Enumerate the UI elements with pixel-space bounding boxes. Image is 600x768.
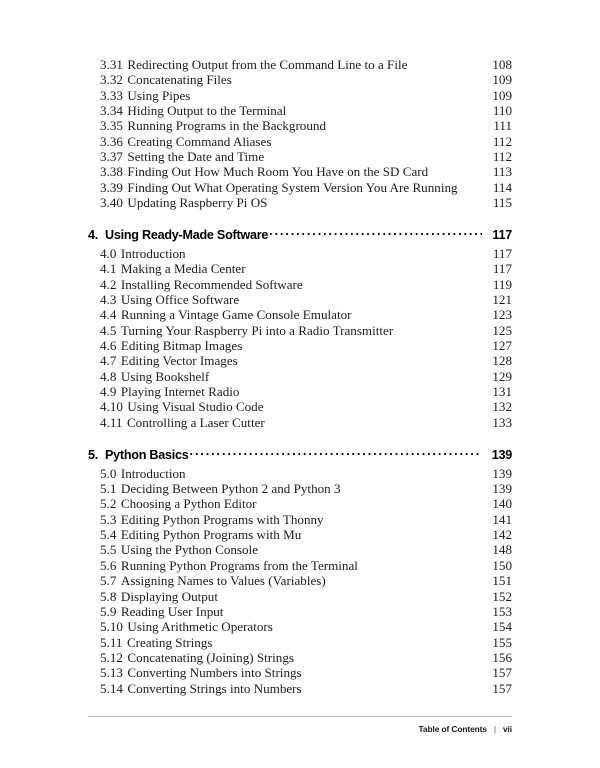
toc-entry[interactable] [88, 180, 512, 195]
toc-entry[interactable] [88, 277, 512, 292]
toc-entry-title: Making a Media Center [120, 261, 246, 277]
toc-entry-page-number: 115 [492, 195, 512, 211]
toc-chapter-heading[interactable] [88, 226, 512, 243]
toc-entry-number: 4.6 [100, 338, 117, 354]
toc-entry-title: Assigning Names to Values (Variables) [120, 573, 326, 589]
toc-entry-number: 5.7 [100, 573, 117, 589]
toc-entry-number: 5.8 [100, 588, 117, 604]
toc-entry-page-number: 112 [492, 149, 512, 165]
toc-entry-number: 5.6 [100, 557, 117, 573]
chapter-list [88, 226, 512, 695]
toc-chapter-dot-leader [269, 226, 482, 239]
toc-entry-number: 3.40 [100, 195, 123, 211]
toc-entry-page-number: 127 [492, 338, 512, 354]
toc-entry-title: Playing Internet Radio [120, 384, 240, 400]
toc-entry-number: 3.38 [100, 164, 123, 180]
toc-entry-title: Editing Vector Images [120, 353, 238, 369]
toc-entry-page-number: 109 [492, 72, 512, 88]
toc-entry[interactable] [88, 681, 512, 696]
toc-entry[interactable] [88, 496, 512, 511]
toc-entry-number: 4.10 [100, 399, 123, 415]
toc-entry-page-number: 139 [492, 481, 512, 497]
toc-entry-page-number: 108 [492, 57, 512, 72]
toc-entry-number: 5.11 [100, 634, 123, 650]
toc-entry-number: 3.31 [100, 57, 123, 72]
toc-entry-page-number: 150 [492, 557, 512, 573]
toc-entry-title: Running Programs in the Background [127, 118, 326, 134]
toc-entry-page-number: 114 [492, 179, 512, 195]
toc-entry-page-number: 154 [492, 619, 512, 635]
toc-entry-title: Converting Numbers into Strings [127, 665, 302, 681]
toc-entry-page-number: 155 [492, 634, 512, 650]
toc-entry-number: 4.7 [100, 353, 117, 369]
toc-entry-number: 3.34 [100, 103, 123, 119]
toc-entry-title: Creating Strings [126, 634, 213, 650]
toc-entry-title: Running Python Programs from the Terminal [120, 557, 358, 573]
toc-entry-number: 5.12 [100, 649, 123, 665]
toc-chapter-number: 5. [88, 447, 99, 462]
toc-entry-title: Controlling a Laser Cutter [126, 414, 265, 430]
toc-entry-title: Editing Python Programs with Mu [120, 527, 302, 543]
toc-entry-number: 4.8 [100, 368, 117, 384]
continued-section-list [88, 57, 512, 210]
toc-entry-number: 4.2 [100, 276, 117, 292]
toc-entry[interactable] [88, 369, 512, 384]
toc-entry[interactable] [88, 292, 512, 307]
toc-entry-page-number: 125 [492, 322, 512, 338]
page-footer [88, 724, 512, 734]
toc-entry-page-number: 113 [492, 164, 512, 180]
toc-entry-title: Using Pipes [127, 87, 191, 103]
toc-entry-page-number: 119 [492, 276, 512, 292]
footer-separator: | [493, 724, 496, 734]
table-of-contents [88, 57, 512, 696]
toc-entry[interactable] [88, 635, 512, 650]
toc-entry-page-number: 139 [492, 465, 512, 481]
toc-entry-page-number: 140 [492, 496, 512, 512]
toc-entry-page-number: 151 [492, 573, 512, 589]
toc-entry-title: Choosing a Python Editor [120, 496, 257, 512]
toc-entry-number: 5.5 [100, 542, 117, 558]
toc-entry-page-number: 121 [492, 292, 512, 308]
toc-entry-number: 5.10 [100, 619, 123, 635]
toc-entry-number: 5.0 [100, 465, 117, 481]
toc-entry-page-number: 123 [492, 307, 512, 323]
toc-entry[interactable] [88, 650, 512, 665]
toc-entry-number: 4.4 [100, 307, 117, 323]
toc-entry-number: 3.37 [100, 149, 123, 165]
toc-entry-page-number: 117 [492, 261, 512, 277]
toc-entry-title: Using the Python Console [120, 542, 259, 558]
toc-entry-number: 5.1 [100, 481, 117, 497]
toc-entry-title: Deciding Between Python 2 and Python 3 [120, 481, 341, 497]
toc-entry-number: 5.4 [100, 527, 117, 543]
toc-entry[interactable] [88, 466, 512, 481]
toc-entry[interactable] [88, 619, 512, 634]
toc-entry-title: Introduction [120, 465, 186, 481]
toc-entry[interactable] [88, 195, 512, 210]
toc-entry-number: 3.32 [100, 72, 123, 88]
toc-entry-title: Displaying Output [120, 588, 218, 604]
toc-entry-title: Concatenating Files [127, 72, 232, 88]
toc-entry[interactable] [88, 88, 512, 103]
toc-entry-number: 4.9 [100, 384, 117, 400]
toc-entry-page-number: 133 [492, 414, 512, 430]
toc-entry-page-number: 117 [492, 246, 512, 262]
toc-entry-number: 4.1 [100, 261, 117, 277]
toc-chapter-page-number: 117 [492, 228, 512, 243]
toc-entry[interactable] [88, 164, 512, 179]
toc-entry[interactable] [88, 604, 512, 619]
toc-entry[interactable] [88, 512, 512, 527]
toc-chapter-title: Python Basics [105, 447, 189, 462]
toc-entry-number: 3.35 [100, 118, 123, 134]
toc-entry-number: 5.14 [100, 680, 123, 696]
toc-entry-title: Using Visual Studio Code [127, 399, 264, 415]
toc-entry[interactable] [88, 338, 512, 353]
toc-entry-page-number: 157 [492, 680, 512, 696]
toc-entry-title: Using Arithmetic Operators [127, 619, 273, 635]
toc-entry-number: 5.2 [100, 496, 117, 512]
toc-entry[interactable] [88, 384, 512, 399]
toc-entry-title: Converting Strings into Numbers [127, 680, 302, 696]
toc-entry-title: Finding Out How Much Room You Have on the SD Card [127, 164, 429, 180]
toc-entry-page-number: 131 [492, 384, 512, 400]
toc-entry[interactable] [88, 399, 512, 414]
toc-entry-page-number: 129 [492, 368, 512, 384]
toc-chapter-title: Using Ready-Made Software [105, 228, 269, 243]
toc-entry[interactable] [88, 246, 512, 261]
toc-entry-title: Editing Python Programs with Thonny [120, 511, 324, 527]
toc-chapter-number: 4. [88, 228, 99, 243]
toc-chapter-dot-leader [190, 446, 482, 459]
toc-entry-page-number: 148 [492, 542, 512, 558]
toc-entry[interactable] [88, 542, 512, 557]
toc-entry-page-number: 153 [492, 603, 512, 619]
toc-entry[interactable] [88, 481, 512, 496]
toc-entry-number: 3.39 [100, 179, 123, 195]
toc-entry-page-number: 152 [492, 588, 512, 604]
toc-entry[interactable] [88, 149, 512, 164]
toc-entry-title: Concatenating (Joining) Strings [127, 649, 294, 665]
toc-entry-title: Creating Command Aliases [127, 133, 272, 149]
toc-entry[interactable] [88, 261, 512, 276]
toc-entry-title: Using Office Software [120, 292, 240, 308]
toc-entry-number: 3.36 [100, 133, 123, 149]
toc-entry-page-number: 128 [492, 353, 512, 369]
toc-entry-page-number: 141 [492, 511, 512, 527]
toc-entry-page-number: 112 [492, 133, 512, 149]
toc-entry-title: Using Bookshelf [120, 368, 210, 384]
toc-entry-page-number: 156 [492, 649, 512, 665]
toc-entry[interactable] [88, 353, 512, 368]
footer-page-number: vii [502, 724, 512, 734]
toc-entry-title: Updating Raspberry Pi OS [127, 195, 268, 211]
toc-entry-page-number: 132 [492, 399, 512, 415]
toc-entry-title: Redirecting Output from the Command Line to a File [127, 57, 408, 72]
toc-entry-title: Introduction [120, 246, 186, 262]
toc-entry-title: Turning Your Raspberry Pi into a Radio Transmitter [120, 322, 394, 338]
footer-divider [88, 716, 512, 717]
toc-entry-title: Running a Vintage Game Console Emulator [120, 307, 352, 323]
toc-entry-number: 4.11 [100, 414, 123, 430]
toc-chapter-section-list [88, 466, 512, 696]
toc-entry-number: 4.5 [100, 322, 117, 338]
toc-entry-page-number: 157 [492, 665, 512, 681]
toc-entry[interactable] [88, 72, 512, 87]
toc-entry[interactable] [88, 134, 512, 149]
toc-entry[interactable] [88, 665, 512, 680]
toc-entry-title: Editing Bitmap Images [120, 338, 243, 354]
toc-chapter-section-list [88, 246, 512, 430]
toc-entry-number: 5.9 [100, 603, 117, 619]
toc-entry-title: Setting the Date and Time [127, 149, 265, 165]
toc-entry-title: Finding Out What Operating System Version You Are Running [127, 179, 458, 195]
toc-entry-number: 5.3 [100, 511, 117, 527]
toc-entry[interactable] [88, 307, 512, 322]
toc-entry-number: 4.3 [100, 292, 117, 308]
toc-entry-title: Reading User Input [120, 603, 224, 619]
toc-entry[interactable] [88, 57, 512, 72]
toc-entry-page-number: 142 [492, 527, 512, 543]
toc-entry-title: Installing Recommended Software [120, 276, 303, 292]
toc-entry-page-number: 111 [493, 118, 512, 134]
toc-entry[interactable] [88, 323, 512, 338]
toc-chapter-heading[interactable] [88, 446, 512, 463]
toc-entry[interactable] [88, 527, 512, 542]
toc-entry[interactable] [88, 573, 512, 588]
toc-entry[interactable] [88, 558, 512, 573]
toc-entry[interactable] [88, 118, 512, 133]
toc-entry-number: 5.13 [100, 665, 123, 681]
toc-chapter-page-number: 139 [491, 447, 512, 462]
toc-entry-page-number: 109 [492, 87, 512, 103]
toc-entry-page-number: 110 [492, 103, 512, 119]
toc-entry-number: 3.33 [100, 87, 123, 103]
toc-entry-number: 4.0 [100, 246, 117, 262]
toc-entry[interactable] [88, 589, 512, 604]
toc-entry[interactable] [88, 103, 512, 118]
footer-label: Table of Contents [418, 724, 487, 734]
toc-entry[interactable] [88, 415, 512, 430]
toc-entry-title: Hiding Output to the Terminal [127, 103, 287, 119]
